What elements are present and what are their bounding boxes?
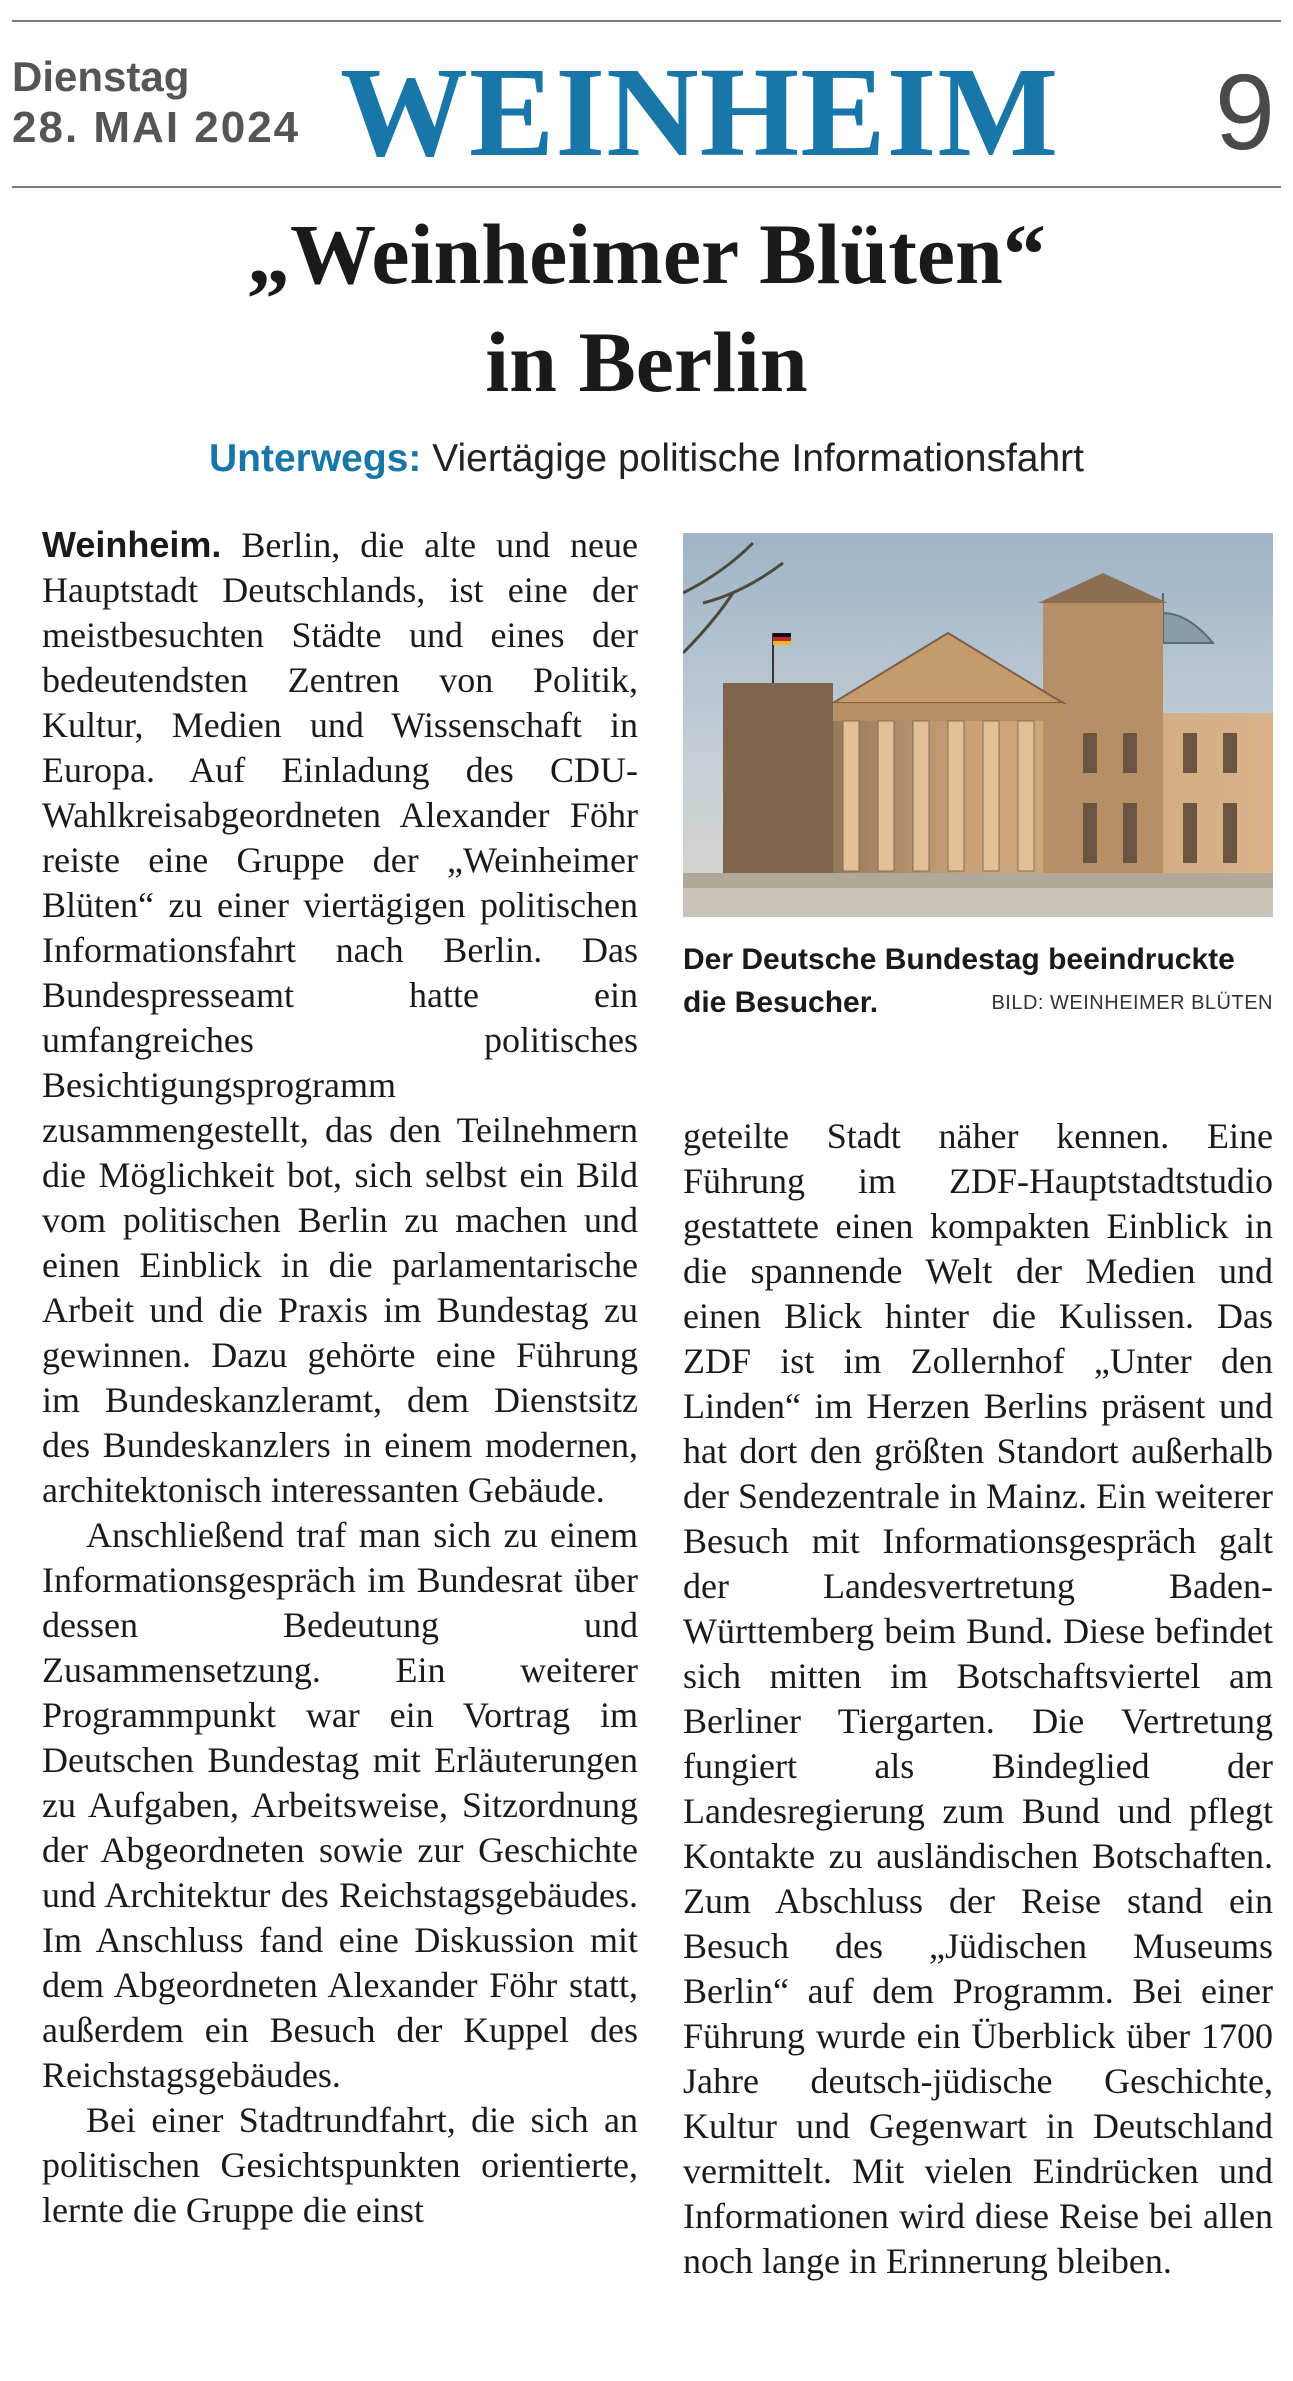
article-column-left <box>42 522 638 2233</box>
subtitle: Viertägige politische Informationsfahrt <box>432 437 1085 480</box>
paragraph-3: Bei einer Stadtrundfahrt, die sich an politischen Gesichtspunkten orientierte, lernte die Gruppe die einst <box>42 2100 638 2230</box>
subheadline <box>0 437 1293 481</box>
dateline: Weinheim. <box>42 524 222 565</box>
paragraph-1-text: Berlin, die alte und neue Hauptstadt Deutschlands, ist eine der meistbesuchten Städte und eines der bedeutendsten Zentren von Politik, Kultur, Medien und Wissenschaft in Europa. Auf Einladung des CDU-Wahlkreisabgeordneten Alexander Föhr reiste eine Gruppe der „Weinheimer Blüten“ zu einer viertägigen politischen Informationsfahrt nach Berlin. Das Bundespresseamt hatte ein umfangreiches politisches Besichtigungsprogramm zusammengestellt, das den Teilnehmern die Möglichkeit bot, sich selbst ein Bild vom politischen Berlin zu machen und einen Einblick in die parlamentarische Arbeit und die Praxis im Bundestag zu gewinnen. Dazu gehörte eine Führung im Bundeskanzleramt, dem Dienstsitz des Bundeskanzlers in einem modernen, architektonisch interessanten Gebäude. <box>42 525 638 1510</box>
top-rule <box>12 20 1281 22</box>
date: 28. MAI 2024 <box>12 102 301 152</box>
headline-line-1: „Weinheimer Blüten“ <box>247 206 1046 302</box>
kicker: Unterwegs: <box>208 437 422 480</box>
paragraph-2: Anschließend traf man sich zu einem Informationsgespräch im Bundesrat über dessen Bedeutung und Zusammensetzung. Ein weiterer Programmpunkt war ein Vortrag im Deutschen Bundestag mit Erläuterungen zu Aufgaben, Arbeitsweise, Sitzordnung der Abgeordneten sowie zur Geschichte und Architektur des Reichstagsgebäudes. Im Anschluss fand eine Diskussion mit dem Abgeordneten Alexander Föhr statt, außerdem ein Besuch der Kuppel des Reichstagsgebäudes. <box>42 1515 638 2095</box>
article-column-right <box>683 1114 1273 2284</box>
section-masthead: WEINHEIM <box>340 41 1060 183</box>
header-rule <box>12 186 1281 188</box>
page-number: 9 <box>1214 51 1275 172</box>
headline <box>0 200 1293 416</box>
photo-credit: BILD: WEINHEIMER BLÜTEN <box>991 992 1273 1014</box>
bundestag-photo <box>683 533 1273 917</box>
headline-line-2: in Berlin <box>485 314 808 410</box>
caption-line-1: Der Deutsche Bundestag beeindruckte <box>683 943 1235 976</box>
caption-line-2: die Besucher. <box>683 986 879 1019</box>
issue-date <box>12 52 300 153</box>
paragraph-3-continued: geteilte Stadt näher kennen. Eine Führung im ZDF-Hauptstadtstudio gestattete einen kompakten Einblick in die spannende Welt der Medien und einen Blick hinter die Kulissen. Das ZDF ist im Zollernhof „Unter den Linden“ im Herzen Berlins präsent und hat dort den größten Standort außerhalb der Sendezentrale in Mainz. Ein weiterer Besuch mit Informationsgespräch galt der Landesvertretung Baden-Württemberg beim Bund. Diese befindet sich mitten im Botschaftsviertel am Berliner Tiergarten. Die Vertretung fungiert als Bindeglied der Landesregierung zum Bund und pflegt Kontakte zu ausländischen Botschaften. Zum Abschluss der Reise stand ein Besuch des „Jüdischen Museums Berlin“ auf dem Programm. Bei einer Führung wurde ein Überblick über 1700 Jahre deutsch-jüdische Geschichte, Kultur und Gegenwart in Deutschland vermittelt. Mit vielen Eindrücken und Informationen wird diese Reise bei allen noch lange in Erinnerung bleiben. <box>683 1116 1273 2281</box>
weekday: Dienstag <box>12 53 190 100</box>
paragraph-1 <box>42 522 638 1513</box>
